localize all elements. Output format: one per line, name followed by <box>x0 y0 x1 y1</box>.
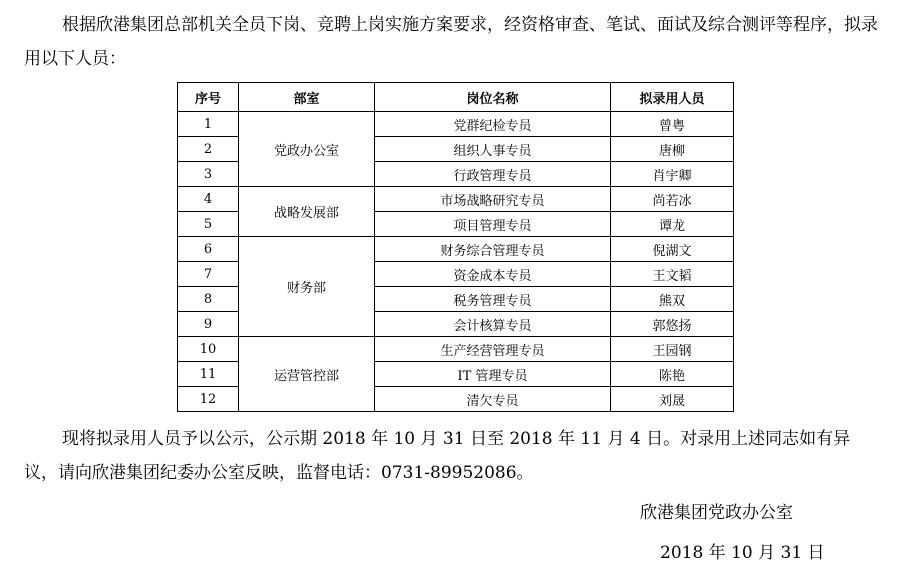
hire-table <box>177 82 734 412</box>
cell-no: 3 <box>178 162 239 187</box>
header-dept: 部室 <box>239 83 375 112</box>
cell-position: 资金成本专员 <box>375 262 611 287</box>
cell-no: 7 <box>178 262 239 287</box>
cell-dept: 财务部 <box>239 237 375 337</box>
table-row <box>178 337 734 362</box>
signature-date: 2018 年 10 月 31 日 <box>660 543 825 563</box>
cell-no: 2 <box>178 137 239 162</box>
cell-no: 6 <box>178 237 239 262</box>
cell-position: 财务综合管理专员 <box>375 237 611 262</box>
cell-position: 行政管理专员 <box>375 162 611 187</box>
cell-position: 清欠专员 <box>375 387 611 412</box>
cell-name: 尚若冰 <box>611 187 734 212</box>
header-name: 拟录用人员 <box>611 83 734 112</box>
cell-name: 王文韬 <box>611 262 734 287</box>
cell-name: 熊双 <box>611 287 734 312</box>
cell-position: 组织人事专员 <box>375 137 611 162</box>
cell-position: IT 管理专员 <box>375 362 611 387</box>
cell-no: 10 <box>178 337 239 362</box>
cell-name: 倪湖文 <box>611 237 734 262</box>
header-position: 岗位名称 <box>375 83 611 112</box>
cell-name: 郭悠扬 <box>611 312 734 337</box>
cell-position: 市场战略研究专员 <box>375 187 611 212</box>
cell-no: 1 <box>178 112 239 137</box>
cell-dept: 战略发展部 <box>239 187 375 237</box>
signer: 欣港集团党政办公室 <box>640 503 793 523</box>
cell-no: 8 <box>178 287 239 312</box>
cell-no: 9 <box>178 312 239 337</box>
cell-name: 唐柳 <box>611 137 734 162</box>
intro-paragraph: 根据欣港集团总部机关全员下岗、竞聘上岗实施方案要求，经资格审查、笔试、面试及综合测评等程序，拟录用以下人员： <box>24 15 878 69</box>
cell-name: 曾粤 <box>611 112 734 137</box>
table-header-row <box>178 83 734 112</box>
cell-name: 刘晟 <box>611 387 734 412</box>
cell-dept: 运营管控部 <box>239 337 375 412</box>
cell-dept: 党政办公室 <box>239 112 375 187</box>
cell-position: 会计核算专员 <box>375 312 611 337</box>
cell-position: 税务管理专员 <box>375 287 611 312</box>
table-body <box>178 112 734 412</box>
cell-name: 谭龙 <box>611 212 734 237</box>
cell-position: 党群纪检专员 <box>375 112 611 137</box>
cell-position: 项目管理专员 <box>375 212 611 237</box>
notice-paragraph: 现将拟录用人员予以公示，公示期 2018 年 10 月 31 日至 2018 年 11 月 4 日。对录用上述同志如有异议，请向欣港集团纪委办公室反映，监督电话：0731-89952086。 <box>24 429 851 483</box>
cell-name: 陈艳 <box>611 362 734 387</box>
cell-name: 肖宇卿 <box>611 162 734 187</box>
table-row <box>178 112 734 137</box>
cell-no: 12 <box>178 387 239 412</box>
header-no: 序号 <box>178 83 239 112</box>
cell-no: 4 <box>178 187 239 212</box>
cell-no: 11 <box>178 362 239 387</box>
cell-position: 生产经营管理专员 <box>375 337 611 362</box>
cell-no: 5 <box>178 212 239 237</box>
table-row <box>178 187 734 212</box>
cell-name: 王园钢 <box>611 337 734 362</box>
table-row <box>178 237 734 262</box>
